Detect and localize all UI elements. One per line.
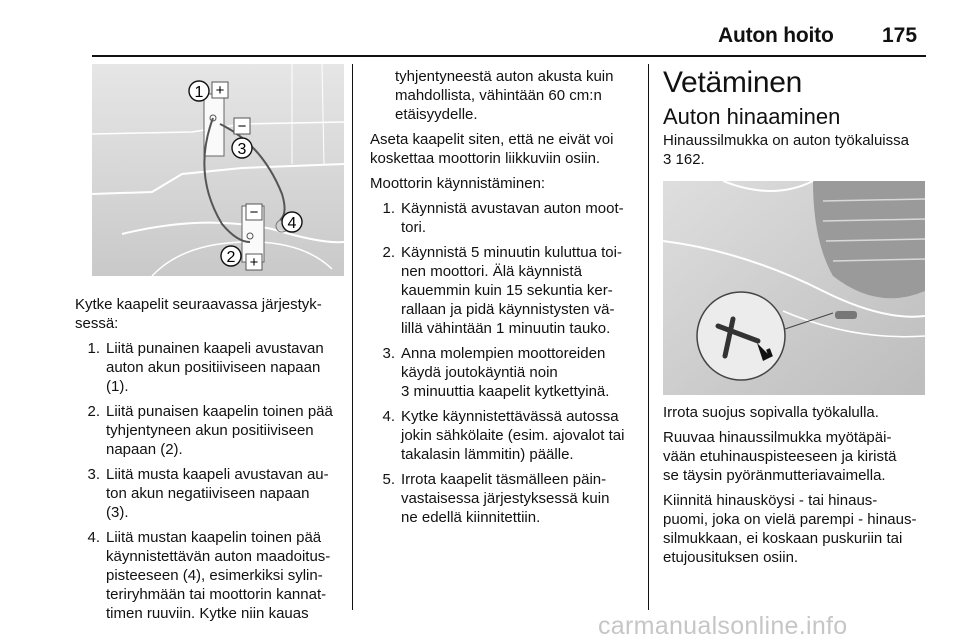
callout-2 [221, 246, 241, 266]
svg-text:2: 2 [226, 249, 236, 266]
column-divider-left [352, 64, 353, 610]
svg-text:1: 1 [194, 84, 204, 101]
svg-text:4: 4 [287, 215, 297, 232]
list-item: 3. Liitä musta kaapeli avustavan au- ton akun negatiiviseen napaan (3). [87, 466, 329, 521]
list-item: 1. Liitä punainen kaapeli avustavan auton akun positiiviseen napaan (1). [87, 340, 324, 395]
lower-minus-sign: − [249, 204, 259, 221]
column-3-lower-text [663, 403, 935, 573]
lower-plus-sign: + [249, 254, 259, 271]
list-item: 1. Käynnistä avustavan auton moot- tori. [382, 200, 624, 236]
jump-start-figure [92, 64, 344, 276]
intro-paragraph: Kytke kaapelit seuraavassa järjestyk- sessä: [75, 296, 322, 332]
header-rule [92, 55, 926, 57]
towing-eye-figure [663, 181, 925, 395]
column-divider-right [648, 64, 649, 610]
page-header-title: Auton hoito [718, 24, 834, 47]
upper-minus-sign: − [237, 118, 247, 135]
callout-3 [232, 138, 252, 158]
section-heading: Vetäminen [663, 66, 803, 99]
connection-steps-list [75, 339, 347, 623]
list-item: 2. Käynnistä 5 minuutin kuluttua toi- nen moottori. Älä käynnistä kauemmin kuin 15 sekuntia ker- rallaan ja pidä käynnistysten vä- lillä vähintään 1 minuutin tauko. [382, 244, 622, 337]
list-item: 2. Liitä punaisen kaapelin toinen pää tyhjentyneen akun positiiviseen napaan (2). [87, 403, 333, 458]
attach-rope-paragraph: Kiinnitä hinausköysi - tai hinaus- puomi, joka on vielä parempi - hinaus- silmukkaan, ei koskaan puskuriin tai etujousituksen osiin. [663, 492, 917, 566]
engine-start-heading: Moottorin käynnistäminen: [370, 175, 546, 192]
towing-eye-location: Hinaussilmukka on auton työkaluissa 3 162. [663, 132, 909, 168]
engine-start-steps-list [370, 199, 642, 527]
screw-eye-paragraph: Ruuvaa hinaussilmukka myötäpäi- vään etuhinauspisteeseen ja kiristä se täysin pyöränmutteriavaimella. [663, 429, 897, 484]
subsection-heading: Auton hinaaminen [663, 104, 841, 129]
list-item: 3. Anna molempien moottoreiden käydä joutokäyntiä noin 3 minuuttia kaapelit kytkettyinä. [382, 345, 610, 400]
upper-plus-sign: + [215, 82, 225, 99]
callout-4 [282, 212, 302, 232]
svg-text:3: 3 [237, 141, 247, 158]
list-item: 4. Liitä mustan kaapelin toinen pää käynnistettävän auton maadoitus- pisteeseen (4), esimerkiksi sylin- teriryhmään tai moottorin kannat- timen ruuviin. Kytke niin kauas [87, 529, 331, 622]
cable-placement-paragraph: Aseta kaapelit siten, että ne eivät voi koskettaa moottorin liikkuviin osiin. [370, 131, 614, 167]
column-2-text [370, 67, 642, 533]
column-1-text [75, 295, 347, 629]
page-number: 175 [882, 24, 918, 47]
watermark: carmanualsonline.info [598, 612, 848, 640]
callout-1 [189, 81, 209, 101]
list-item: 4. Kytke käynnistettävässä autossa jokin sähkölaite (esim. ajovalot tai takalasin lämmitin) päälle. [382, 408, 625, 463]
column-3-text [663, 66, 935, 175]
remove-cover-paragraph: Irrota suojus sopivalla työkalulla. [663, 404, 879, 421]
list-item: 5. Irrota kaapelit täsmälleen päin- vastaisessa järjestyksessä kuin ne edellä kiinnitettiin. [382, 471, 610, 526]
continuation-text: tyhjentyneestä auton akusta kuin mahdollista, vähintään 60 cm:n etäisyydelle. [395, 68, 614, 123]
